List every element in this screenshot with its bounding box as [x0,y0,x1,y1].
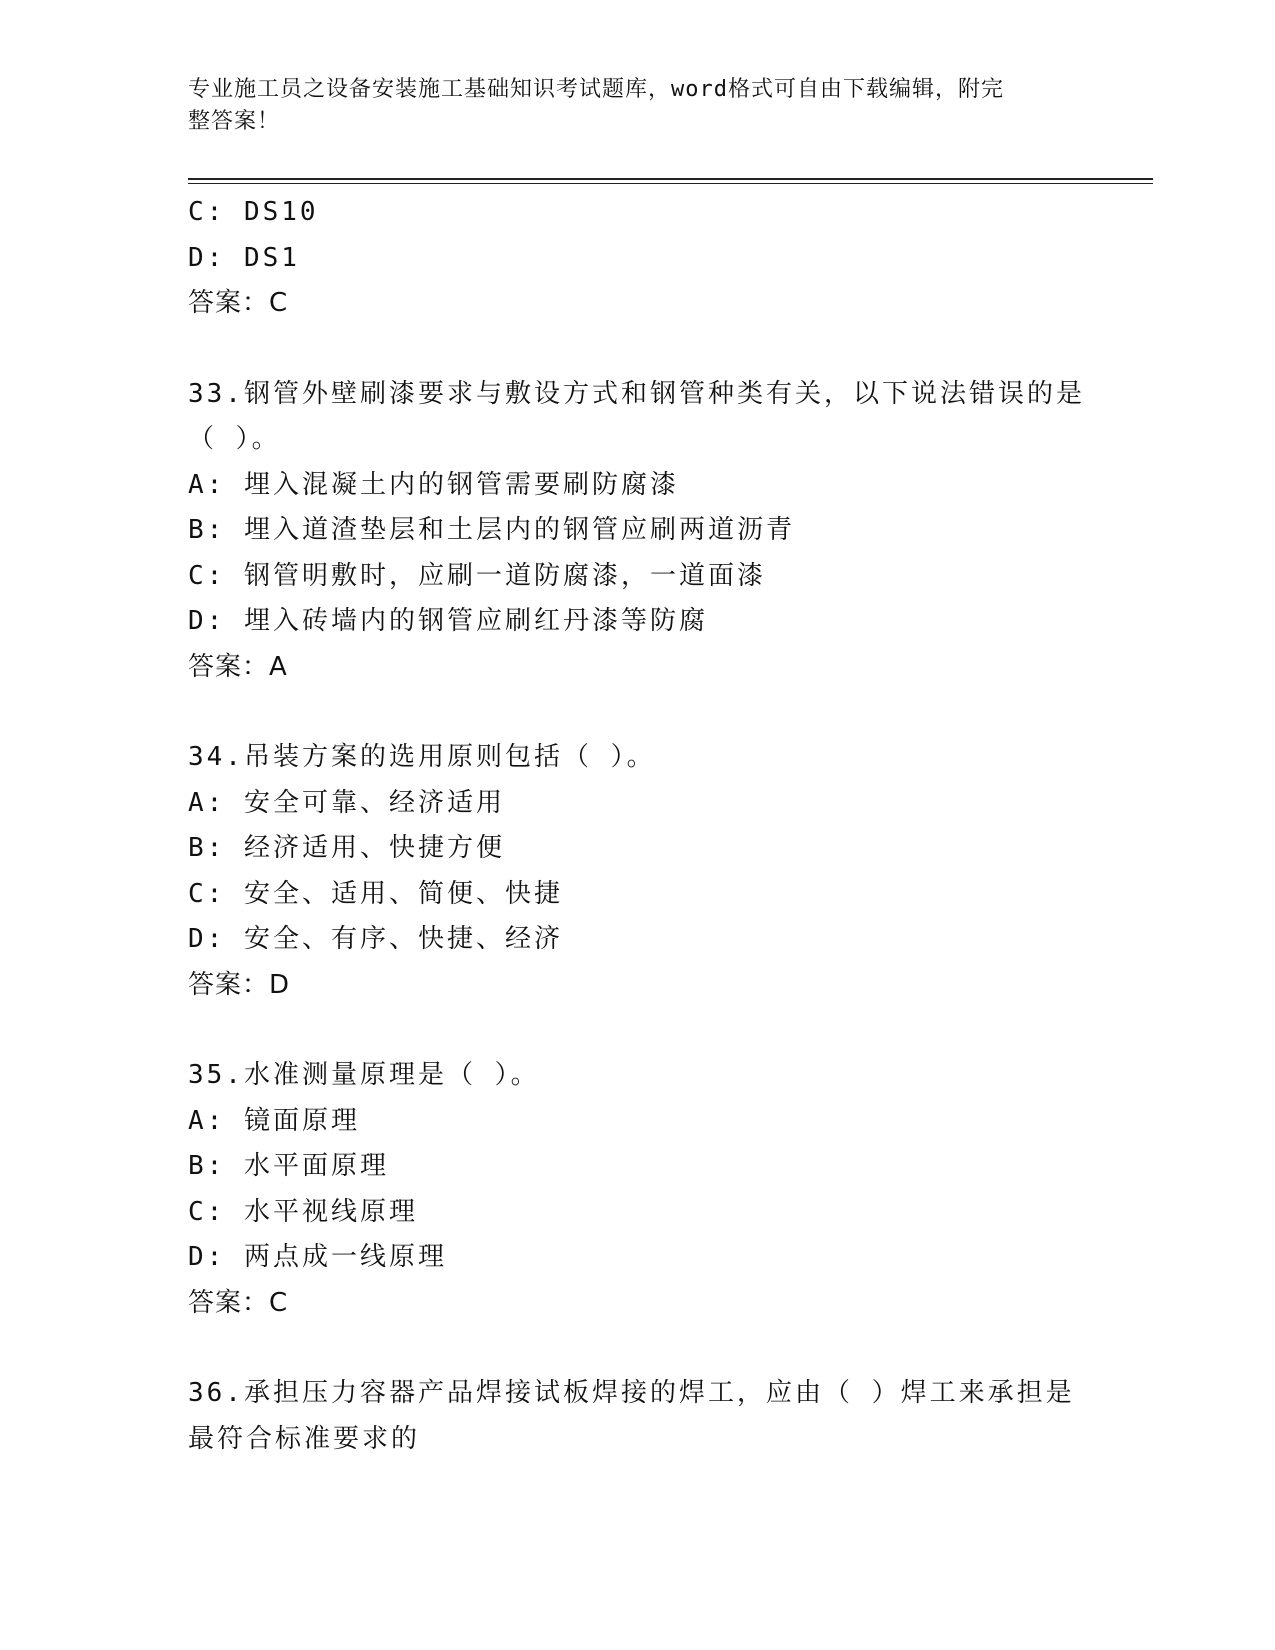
question-32-tail [188,190,1108,327]
option-c: C: DS10 [188,197,319,227]
header-divider-thick [188,178,1153,180]
option-c: C: 水平视线原理 [188,1196,418,1227]
option-d: D: DS1 [188,242,300,273]
option-d: D: 安全、有序、快捷、经济 [188,924,563,954]
option-a: A: 安全可靠、经济适用 [188,787,505,818]
option-d: D: 埋入砖墙内的钢管应刷红丹漆等防腐 [188,606,708,636]
question-stem: 35.水准测量原理是（ ）。 [188,1060,540,1090]
spacer [188,1326,1108,1371]
question-stem-continued: （ ）。 [188,424,281,454]
question-stem: 33.钢管外壁刷漆要求与敷设方式和钢管种类有关，以下说法错误的是 [188,378,1085,409]
answer-line: 答案：D [188,969,291,1000]
option-d: D: 两点成一线原理 [188,1242,447,1272]
header-divider-thin [188,183,1153,184]
question-stem: 36.承担压力容器产品焊接试板焊接的焊工，应由（ ）焊工来承担是 [188,1378,1075,1408]
answer-line: 答案：A [188,651,288,682]
option-a: A: 镜面原理 [188,1105,360,1136]
option-c: C: 安全、适用、简便、快捷 [188,878,563,909]
header-title-line-1: 专业施工员之设备安装施工基础知识考试题库，word格式可自由下载编辑，附完 [188,77,1004,102]
spacer [188,690,1108,735]
page-header [188,74,1068,138]
answer-line: 答案：C [188,288,289,318]
option-c: C: 钢管明敷时，应刷一道防腐漆，一道面漆 [188,560,766,591]
question-stem: 34.吊装方案的选用原则包括（ ）。 [188,742,656,772]
question-33 [188,372,1108,691]
option-a: A: 埋入混凝土内的钢管需要刷防腐漆 [188,469,679,500]
question-stem-continued: 最符合标准要求的 [188,1423,421,1454]
spacer [188,327,1108,372]
header-title-line-2: 整答案！ [188,109,281,134]
question-35 [188,1053,1108,1326]
answer-line: 答案：C [188,1287,289,1318]
option-b: B: 经济适用、快捷方便 [188,833,505,863]
question-list [188,190,1108,1462]
spacer [188,1008,1108,1053]
option-b: B: 水平面原理 [188,1151,389,1181]
question-36 [188,1371,1108,1462]
option-b: B: 埋入道渣垫层和土层内的钢管应刷两道沥青 [188,515,795,545]
question-34 [188,735,1108,1008]
